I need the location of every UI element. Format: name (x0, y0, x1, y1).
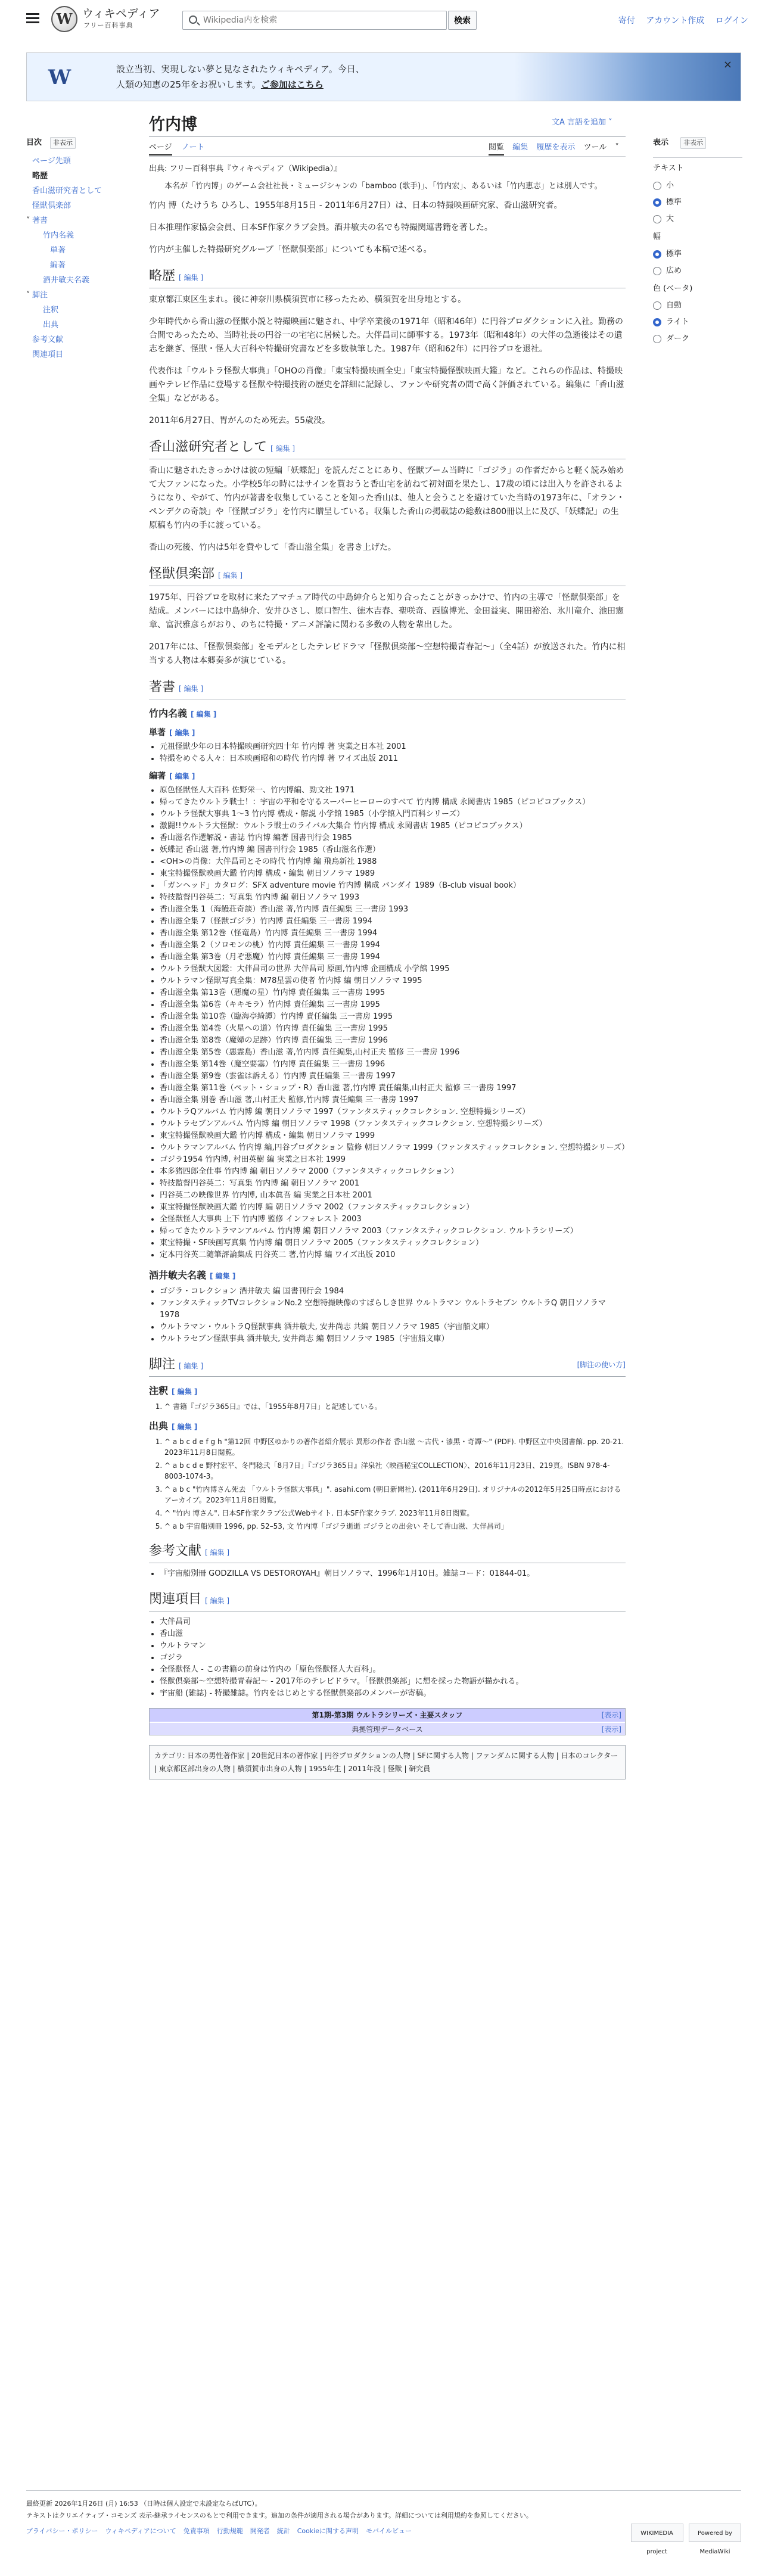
book-list-item: • 香山滋全集 第13巻（悪魔の星）竹内博 責任編集 三一書房 1995 (160, 987, 626, 999)
footer-link[interactable]: 行動規範 (216, 2527, 243, 2535)
book-list-item: • 東宝特撮怪獣映画大鑑 竹内博 編 朝日ソノラマ 2002（ファンタスティックコレクション） (160, 1202, 626, 1214)
book-list-item: • 「ガンヘッド」カタログ：SFX adventure movie 竹内博 構成 バンダイ 1989（B-club visual book） (160, 880, 626, 892)
navbox (149, 1708, 626, 1735)
references-list (160, 1568, 626, 1580)
book-list-item: • 東宝特撮怪獣映画大鑑 竹内博 構成・編集 朝日ソノラマ 1999 (160, 1130, 626, 1142)
search-icon (189, 15, 197, 24)
footer-link[interactable]: 統計 (276, 2527, 290, 2535)
color-label: 色 (ベータ) (653, 284, 693, 293)
navbox-show-button[interactable]: [表示] (601, 1711, 621, 1719)
section-club-heading (149, 565, 626, 586)
annotation-item: 1. ^ 書籍『ゴジラ365日』では、「1955年8月7日」と記述している。 (164, 1401, 626, 1412)
book-list-item: • 香山滋全集 第11巻（ペット・ショップ・R）香山滋 著,竹内博 責任編集,山村正夫 監修 三一書房 1997 (160, 1082, 626, 1094)
site-tagline: フリー百科事典 (83, 21, 133, 29)
color-dark[interactable] (653, 331, 742, 347)
banner-text (116, 61, 365, 92)
book-list-item: • 帰ってきたウルトラマンアルバム 竹内博 編 朝日ソノラマ 2003（ファンタスティックコレクション. ウルトラシリーズ） (160, 1225, 626, 1237)
edit-section-link[interactable]: [ 編集 ] (270, 444, 296, 453)
subsection-sakai-heading (149, 1268, 626, 1283)
book-list-item: • 香山滋全集 1（海鰻荘奇談）香山滋 著,竹内博 責任編集 三一書房 1993 (160, 904, 626, 916)
subsection-takeuchi-heading (149, 707, 626, 721)
width-standard[interactable] (653, 246, 742, 263)
book-list-item: • ウルトラ怪獣大事典 1〜3 竹内博 構成・解説 小学館 1985（小学館入門百科シリーズ） (160, 808, 626, 820)
book-list-item: • ゴジラ1954 竹内博, 村田英樹 編 実業之日本社 1999 (160, 1154, 626, 1166)
option-label: ダーク (666, 334, 690, 344)
source-item: 4. ^ "竹内 博さん". 日本SF作家クラブ公式Webサイト. 日本SF作家クラブ. 2023年11月8日閲覧。 (164, 1508, 626, 1519)
option-label: ライト (666, 318, 689, 327)
section-works-heading (149, 679, 626, 699)
search-button[interactable]: 検索 (448, 11, 477, 30)
book-list-item: • 香山滋全集 第14巻（魔空要塞）竹内博 責任編集 三一書房 1996 (160, 1059, 626, 1071)
footer-link[interactable]: モバイルビュー (366, 2527, 412, 2535)
section-bio-title: 略歴 (149, 269, 176, 284)
book-list-item: • 香山滋全集 第6巻（キキモラ）竹内博 責任編集 三一書房 1995 (160, 999, 626, 1011)
last-edited: 最終更新 2026年1月26日 (月) 16:53 （日時は個人設定で未設定ならばUTC）。 (26, 2500, 262, 2507)
category-links[interactable]: カテゴリ: 日本の男性著作家 | 20世紀日本の著作家 | 円谷プロダクションの人物 | SFに関する人物 | ファンダムに関する人物 | 日本のコレクター | 東京都区部出身の人物 | 横須賀市出身の人物 | 1955年生 | 2011年没 | 怪獣 | 研究員 (149, 1745, 626, 1779)
banner-line-2: 人類の知恵の25年をお祝いします。 (116, 79, 261, 90)
hatnote: 本名が「竹内博」のゲーム会社社長・ミュージシャンの「bamboo (歌手)」、「竹内宏」、あるいは「竹内恵志」とは別人です。 (164, 182, 602, 191)
top-header (0, 0, 765, 42)
toc-item-sources[interactable]: 出典 (43, 321, 59, 329)
footer-link[interactable]: 免責事項 (183, 2527, 210, 2535)
tab-history[interactable]: 履歴を表示 (536, 143, 576, 152)
book-list-item: • ゴジラ・コレクション 酒井敏夫 編 国書刊行会 1984 (160, 1286, 626, 1298)
from-line: 出典: フリー百科事典『ウィキペディア（Wikipedia）』 (149, 164, 342, 173)
toc-item-kayama[interactable]: 香山滋研究者として (32, 186, 102, 195)
bio-paragraph-3: 代表作は「ウルトラ怪獣大事典」「OHOの肖像」「東宝特撮映画全史」「東宝特撮怪獣映画大鑑」など。これらの作品は、特撮映画やテレビ作品に登場する怪獣や特撮技術の歴史を詳細に記録し、ファンや研究者の間で高く評価されている。編集に「香山滋全集」などがある。 (149, 366, 624, 403)
table-of-contents (26, 137, 104, 362)
search-input[interactable] (203, 14, 441, 27)
lead-paragraph-1: 竹内 博（たけうち ひろし、1955年8月15日 - 2011年6月27日）は、日本の特撮映画研究家、香山滋研究者。 (149, 201, 562, 210)
book-list-item: • 香山滋全集 7（怪獣ゴジラ）竹内博 責任編集 三一書房 1994 (160, 916, 626, 928)
subsection-takeuchi-title: 竹内名義 (149, 708, 188, 719)
toc-item-annotations[interactable]: 注釈 (43, 306, 59, 315)
tabs-divider (149, 156, 626, 157)
subsection-annotations-heading (149, 1384, 626, 1399)
toc-item-references[interactable]: 参考文献 (32, 335, 64, 344)
toc-item-single[interactable]: 単著 (50, 246, 66, 255)
footer-divider (26, 2490, 741, 2491)
toc-heading: 目次 (26, 138, 42, 147)
toc-item-edited[interactable]: 編著 (50, 261, 66, 270)
tools-label: ツール (583, 143, 607, 152)
edit-section-link[interactable]: [ 編集 ] (172, 1387, 198, 1396)
navbox-title-text: 第1期-第3期 ウルトラシリーズ・主要スタッフ (312, 1711, 463, 1719)
book-list-item: • 香山滋全集 第8巻（魔婦の足跡）竹内博 責任編集 三一書房 1996 (160, 1035, 626, 1047)
radio-selected-icon (653, 318, 661, 326)
view-tabs (489, 142, 625, 154)
book-list-item: • 香山滋全集 第5巻（悪霊島）香山滋 著,竹内博 責任編集,山村正夫 監修 三一書房 1996 (160, 1047, 626, 1059)
book-list-item: • 東宝特撮怪獣映画大鑑 竹内博 構成・編集 朝日ソノラマ 1989 (160, 868, 626, 880)
donate-link[interactable]: 寄付 (618, 16, 635, 26)
edit-section-link[interactable]: [ 編集 ] (210, 1272, 236, 1280)
toc-item-bio[interactable]: 略歴 (32, 172, 48, 181)
radio-selected-icon (653, 250, 661, 259)
book-list-item: • 妖蝶記 香山滋 著,竹内博 編 国書刊行会 1985（香山滋名作選） (160, 844, 626, 856)
banner-line-1: 設立当初、実現しない夢と見なされたウィキペディア。今日、 (116, 64, 365, 74)
option-label: 自動 (666, 301, 682, 310)
edit-section-link[interactable]: [ 編集 ] (218, 571, 243, 580)
book-list-item: • ファンタスティックTVコレクションNo.2 空想特撮映像のすばらしき世界 ウルトラマン ウルトラセブン ウルトラQ 朝日ソノラマ 1978 (160, 1298, 626, 1321)
radio-icon (653, 301, 661, 310)
login-link[interactable]: ログイン (715, 16, 748, 26)
related-item: • ウルトラマン (160, 1640, 626, 1652)
single-works-list (160, 741, 626, 765)
search-box (182, 11, 447, 30)
subsection-edited-title: 編著 (149, 771, 166, 781)
edit-section-link[interactable]: [ 編集 ] (179, 685, 204, 693)
tab-read[interactable]: 閲覧 (489, 143, 504, 155)
book-list-item: • 香山滋全集 第4巻（火星への道）竹内博 責任編集 三一書房 1995 (160, 1023, 626, 1035)
book-list-item: • 特技監督円谷英二：写真集 竹内博 編 朝日ソノラマ 2001 (160, 1178, 626, 1190)
annotations-list (164, 1401, 626, 1412)
authority-control-text: 典拠管理データベース (352, 1725, 423, 1734)
navbox-title (150, 1709, 625, 1722)
book-list-item: • 香山滋全集 第12巻（怪竜島）竹内博 責任編集 三一書房 1994 (160, 928, 626, 939)
subsection-edited-heading (149, 770, 626, 783)
banner-logo-icon: W (48, 66, 71, 89)
edit-section-link[interactable]: [ 編集 ] (179, 1362, 204, 1370)
edit-section-link[interactable]: [ 編集 ] (205, 1548, 230, 1557)
edited-works-list (160, 785, 630, 1261)
club-paragraph-2: 2017年には、「怪獣倶楽部」をモデルとしたテレビドラマ「怪獣倶楽部〜空想特撮青春記〜」（全4話）が放送された。竹内に相当する人物は本郷奏多が演じている。 (149, 642, 626, 665)
page-footer (26, 2490, 741, 2555)
book-list-item: • ウルトラQアルバム 竹内博 編 朝日ソノラマ 1997（ファンタスティックコレクション. 空想特撮シリーズ） (160, 1106, 626, 1118)
subsection-sakai-title: 酒井敏夫名義 (149, 1270, 207, 1281)
reference-item: • 『宇宙船別冊 GODZILLA VS DESTOROYAH』朝日ソノラマ、1996年1月10日。雑誌コード：01844-01。 (160, 1568, 626, 1580)
source-item: 3. ^ a b c "竹内博さん死去 「ウルトラ怪獣大事典」". asahi.com (朝日新聞社). (2011年6月29日). オリジナルの2012年5月25日時点におけるアーカイブ。2023年11月8日閲覧。 (164, 1484, 626, 1505)
radio-icon (653, 335, 661, 343)
book-list-item: • ウルトラマン怪獣写真全集：M78星雲の使者 竹内博 編 朝日ソノラマ 1995 (160, 975, 626, 987)
site-name[interactable]: ウィキペディア (82, 7, 160, 20)
section-notes-title: 脚注 (149, 1357, 176, 1372)
toc-item-takeuchi[interactable]: 竹内名義 (43, 231, 74, 240)
footer-link[interactable]: Cookieに関する声明 (297, 2527, 359, 2535)
radio-icon (653, 182, 661, 190)
radio-icon (653, 267, 661, 275)
subsection-single-title: 単著 (149, 728, 166, 738)
toc-item-notes[interactable]: 脚注 (32, 291, 48, 300)
option-label: 大 (666, 214, 674, 223)
book-list-item: • 原色怪獣怪人大百科 佐野栄一、竹内博編、勁文社 1971 (160, 785, 626, 797)
wikimedia-badge[interactable]: WIKIMEDIA project (631, 2524, 683, 2542)
width-label: 幅 (653, 232, 661, 241)
edit-section-link[interactable]: [ 編集 ] (191, 710, 217, 718)
create-account-link[interactable]: アカウント作成 (646, 16, 705, 26)
book-list-item: • ウルトラマンアルバム 竹内博 編,円谷プロダクション 監修 朝日ソノラマ 1999（ファンタスティックコレクション. 空想特撮シリーズ） (160, 1142, 626, 1154)
section-related-heading (149, 1591, 626, 1611)
footer-link[interactable]: プライバシー・ポリシー (26, 2527, 98, 2535)
book-list-item: • 定本円谷英二随筆評論集成 円谷英二 著,竹内博 編 ワイズ出版 2010 (160, 1249, 626, 1261)
option-label: 標準 (666, 249, 682, 259)
bio-paragraph-4: 2011年6月27日、胃がんのため死去。55歳没。 (149, 416, 331, 425)
section-refs-title: 参考文献 (149, 1544, 202, 1558)
edit-section-link[interactable]: [ 編集 ] (205, 1597, 230, 1605)
edit-section-link[interactable]: [ 編集 ] (169, 729, 195, 737)
book-list-item: • 東宝特撮・SF映画写真集 竹内博 編 朝日ソノラマ 2005（ファンタスティックコレクション） (160, 1237, 626, 1249)
authority-control (150, 1722, 625, 1735)
subsection-single-heading (149, 726, 626, 740)
text-size-label: テキスト (653, 164, 684, 173)
namespace-tabs (149, 142, 212, 154)
sakai-works-list (160, 1286, 626, 1345)
radio-selected-icon (653, 198, 661, 207)
book-list-item: • 香山滋名作選解説・書誌 竹内博 編著 国書刊行会 1985 (160, 832, 626, 844)
translate-icon: 文A (552, 118, 568, 127)
related-item: • 大伴昌司 (160, 1616, 626, 1628)
article-content (149, 162, 630, 1779)
close-icon[interactable]: × (723, 58, 732, 71)
tab-tools[interactable]: ツール ˅ (583, 143, 619, 152)
mediawiki-badge[interactable]: Powered by MediaWiki (689, 2524, 741, 2542)
related-item: • 宇宙船 (雑誌) - 特撮雑誌。竹内をはじめとする怪獣倶楽部のメンバーが寄稿。 (160, 1688, 626, 1700)
chevron-down-icon[interactable]: ˅ (26, 216, 30, 225)
bio-paragraph-1: 東京都江東区生まれ。後に神奈川県横須賀市に移ったため、横須賀を出身地とする。 (149, 295, 467, 304)
section-related-title: 関連項目 (149, 1592, 202, 1607)
option-label: 小 (666, 181, 674, 190)
source-item: 1. ^ a b c d e f g h "第12回 中野区ゆかりの著作者紹介展示 異形の作者 香山滋 〜古代・漆黒・奇譚〜" (PDF). 中野区立中央図書館. pp. 20-21. 2023年11月8日閲覧。 (164, 1436, 626, 1458)
book-list-item: • 香山滋全集 第10巻（臨海亭綺譚）竹内博 責任編集 三一書房 1995 (160, 1011, 626, 1023)
banner-join-link[interactable]: ご参加はこちら (260, 79, 324, 90)
related-item: • ゴジラ (160, 1652, 626, 1664)
width-wide[interactable] (653, 263, 742, 279)
related-list (160, 1616, 626, 1700)
source-item: 2. ^ a b c d e 野村宏平、冬門稔弐「8月7日」『ゴジラ365日』洋泉社〈映画秘宝COLLECTION〉、2016年11月23日、219頁。ISBN 978-4-8003-1074-3。 (164, 1460, 626, 1482)
toc-item-club[interactable]: 怪獣倶楽部 (32, 201, 71, 210)
edit-section-link[interactable]: [ 編集 ] (179, 273, 204, 282)
footer-link[interactable]: ウィキペディアについて (105, 2527, 176, 2535)
add-languages-button[interactable] (552, 117, 612, 129)
kayama-paragraph-2: 香山の死後、竹内は5年を費やして「香山滋全集」を書き上げた。 (149, 543, 396, 552)
kayama-paragraph-1: 香山に魅されたきっかけは彼の短編「妖蝶記」を読んだことにあり、怪獣ブーム当時に「ゴジラ」の作者だからと軽く読み始めて大ファンになった。小学校5年の時にはサインを貰おうと香山宅を訪ねて初対面を果たし、17歳の頃には出入りを許されるようになり、やがて、竹内が著書を収集していることを知った香山は、他人と会うことを避けていた当時の1973年に、「オラン・ペンデクの奇談」や「怪獣ゴジラ」を竹内に贈呈している。収集した香山の掲載誌の総数は800冊以上に及び、「妖蝶記」の生原稿も竹内の手に渡っている。 (149, 466, 625, 530)
book-list-item: • 全怪獣怪人大事典 上下 竹内博 監修 インフォレスト 2003 (160, 1214, 626, 1225)
footer-badges (627, 2524, 742, 2558)
toc-item-works[interactable]: 著書 (32, 216, 48, 225)
section-works-title: 著書 (149, 680, 176, 695)
book-list-item: • 香山滋全集 第9巻（雲雀は訴える）竹内博 責任編集 三一書房 1997 (160, 1071, 626, 1082)
bio-paragraph-2: 少年時代から香山滋の怪獣小説と特撮映画に魅され、中学卒業後の1971年（昭和46年）に円谷プロダクションに入社。勤務の合間であったため、当時社長の円谷一の宅宅に居候した。大伴昌司に師事する。1973年（昭和48年）の大伴の急逝後はその遺志を継ぎ、怪獣・怪人大百科や特撮研究書などを多数執筆した。1987年（昭和62年）に円谷プロを退社。 (149, 317, 624, 354)
color-light[interactable] (653, 314, 742, 331)
book-list-item: • 香山滋全集 第3巻（月ぞ悪魔）竹内博 責任編集 三一書房 1994 (160, 951, 626, 963)
toc-item-related[interactable]: 関連項目 (32, 350, 64, 359)
book-list-item: • 元祖怪獣少年の日本特撮映画研究四十年 竹内博 著 実業之日本社 2001 (160, 741, 626, 753)
book-list-item: • 香山滋全集 別巻 香山滋 著,山村正夫 監修,竹内博 責任編集 三一書房 1997 (160, 1094, 626, 1106)
tab-edit[interactable]: 編集 (512, 143, 528, 152)
authority-show-button[interactable]: [表示] (601, 1725, 621, 1734)
appearance-panel (653, 137, 742, 347)
book-list-item: • 本多猪四郎全仕事 竹内博 編 朝日ソノラマ 2000（ファンタスティックコレクション） (160, 1166, 626, 1178)
book-list-item: • 香山滋全集 2（ソロモンの桃）竹内博 責任編集 三一書房 1994 (160, 939, 626, 951)
footer-link[interactable]: 開発者 (250, 2527, 270, 2535)
tab-page[interactable]: ページ (149, 143, 172, 155)
subsection-sources-title: 出典 (149, 1420, 169, 1432)
page-title: 竹内博 (149, 116, 197, 134)
option-label: 広め (666, 266, 682, 275)
main-menu-icon[interactable] (26, 13, 39, 24)
text-size-standard[interactable] (653, 194, 742, 211)
radio-icon (653, 215, 661, 223)
section-bio-heading (149, 267, 626, 288)
chevron-down-icon[interactable]: ˅ (26, 291, 30, 300)
club-paragraph-1: 1975年、円谷プロを取材に来たアマチュア時代の中島紳介らと知り合ったことがきっかけで、竹内の主導で「怪獣倶楽部」を結成。メンバーには中島紳介、安井ひさし、原口智生、徳木吉春、聖咲奇、西脇博光、金田益実、開田裕治、氷川竜介、池田憲章、富沢雅彦らがおり、のちに特撮・アニメ評論に関わる多数の人物を輩出した。 (149, 593, 624, 630)
divider (653, 157, 742, 158)
book-list-item: • 激闘!!ウルトラ大怪獣：ウルトラ戦士のライバル大集合 竹内博 構成 永岡書店 1985（ピコピコブックス） (160, 820, 626, 832)
book-list-item: • 円谷英二の映像世界 竹内博, 山本眞吾 編 実業之日本社 2001 (160, 1190, 626, 1202)
tab-talk[interactable]: ノート (181, 143, 205, 152)
chevron-down-icon: ˅ (606, 118, 612, 127)
toc-item-sakai[interactable]: 酒井敏夫名義 (43, 276, 90, 285)
fundraising-banner (26, 52, 741, 101)
toc-item-top[interactable]: ページ先頭 (32, 157, 71, 166)
sources-list (164, 1436, 626, 1532)
subsection-annotations-title: 注釈 (149, 1385, 169, 1396)
section-kayama-title: 香山滋研究者として (149, 440, 268, 455)
section-refs-heading (149, 1542, 626, 1563)
book-list-item: • ウルトラセブンアルバム 竹内博 編 朝日ソノラマ 1998（ファンタスティックコレクション. 空想特撮シリーズ） (160, 1118, 626, 1130)
subsection-sources-heading (149, 1419, 626, 1434)
book-list-item: • ウルトラ怪獣大図鑑：大伴昌司の世界 大伴昌司 原画,竹内博 企画構成 小学館 1995 (160, 963, 626, 975)
book-list-item: • 特撮をめぐる人々：日本映画昭和の時代 竹内博 著 ワイズ出版 2011 (160, 753, 626, 765)
book-list-item: • <OH>の肖像：大伴昌司とその時代 竹内博 編 飛鳥新社 1988 (160, 856, 626, 868)
toc-hide-button[interactable]: 非表示 (50, 137, 76, 149)
related-item: • 香山滋 (160, 1628, 626, 1640)
appearance-heading: 表示 (653, 138, 669, 147)
book-list-item: • ウルトラセブン怪獣事典 酒井敏夫, 安井尚志 編 朝日ソノラマ 1985（宇宙船文庫） (160, 1333, 626, 1345)
color-auto[interactable] (653, 297, 742, 314)
edit-section-link[interactable]: [ 編集 ] (172, 1423, 198, 1431)
section-kayama-heading (149, 438, 626, 459)
text-size-large[interactable] (653, 211, 742, 228)
footnote-help-link[interactable]: [脚注の使い方] (577, 1361, 626, 1369)
user-links (610, 14, 748, 27)
title-divider (149, 136, 626, 137)
appearance-hide-button[interactable]: 非表示 (680, 137, 706, 149)
related-item: • 全怪獣怪人 - この書籍の前身は竹内の「原色怪獣怪人大百科」。 (160, 1664, 626, 1676)
book-list-item: • 特技監督円谷英二：写真集 竹内博 編 朝日ソノラマ 1993 (160, 892, 626, 904)
edit-section-link[interactable]: [ 編集 ] (169, 772, 195, 780)
book-list-item: • 帰ってきたウルトラ戦士！：宇宙の平和を守るスーパーヒーローのすべて 竹内博 構成 永岡書店 1985（ピコピコブックス） (160, 797, 626, 808)
add-languages-label: 言語を追加 (567, 118, 607, 127)
banner-illustration (514, 53, 741, 101)
source-item: 5. ^ a b 宇宙船別冊 1996, pp. 52–53, 文 竹内博「ゴジラ逝逝 ゴジラとの出会い そして香山滋、大伴昌司」 (164, 1521, 626, 1532)
section-club-title: 怪獣倶楽部 (149, 567, 215, 581)
option-label: 標準 (666, 197, 682, 207)
text-size-small[interactable] (653, 178, 742, 194)
wikipedia-logo-icon[interactable]: W (51, 6, 77, 32)
section-notes-heading (149, 1356, 626, 1377)
lead-paragraph-2: 日本推理作家協会会員、日本SF作家クラブ会員。酒井敏夫の名でも特撮関連書籍を著した。 (149, 223, 493, 232)
lead-paragraph-3: 竹内が主催した特撮研究グループ「怪獣倶楽部」についても本稿で述べる。 (149, 245, 432, 254)
book-list-item: • ウルトラマン・ウルトラQ怪獣事典 酒井敏夫, 安井尚志 共編 朝日ソノラマ 1985（宇宙船文庫） (160, 1321, 626, 1333)
related-item: • 怪獣倶楽部〜空想特撮青春記〜 - 2017年のテレビドラマ。「怪獣倶楽部」に想を採った物語が描かれる。 (160, 1676, 626, 1688)
license-text: テキストはクリエイティブ・コモンズ 表示-継承ライセンスのもとで利用できます。追加の条件が適用される場合があります。詳細については利用規約を参照してください。 (26, 2512, 533, 2519)
